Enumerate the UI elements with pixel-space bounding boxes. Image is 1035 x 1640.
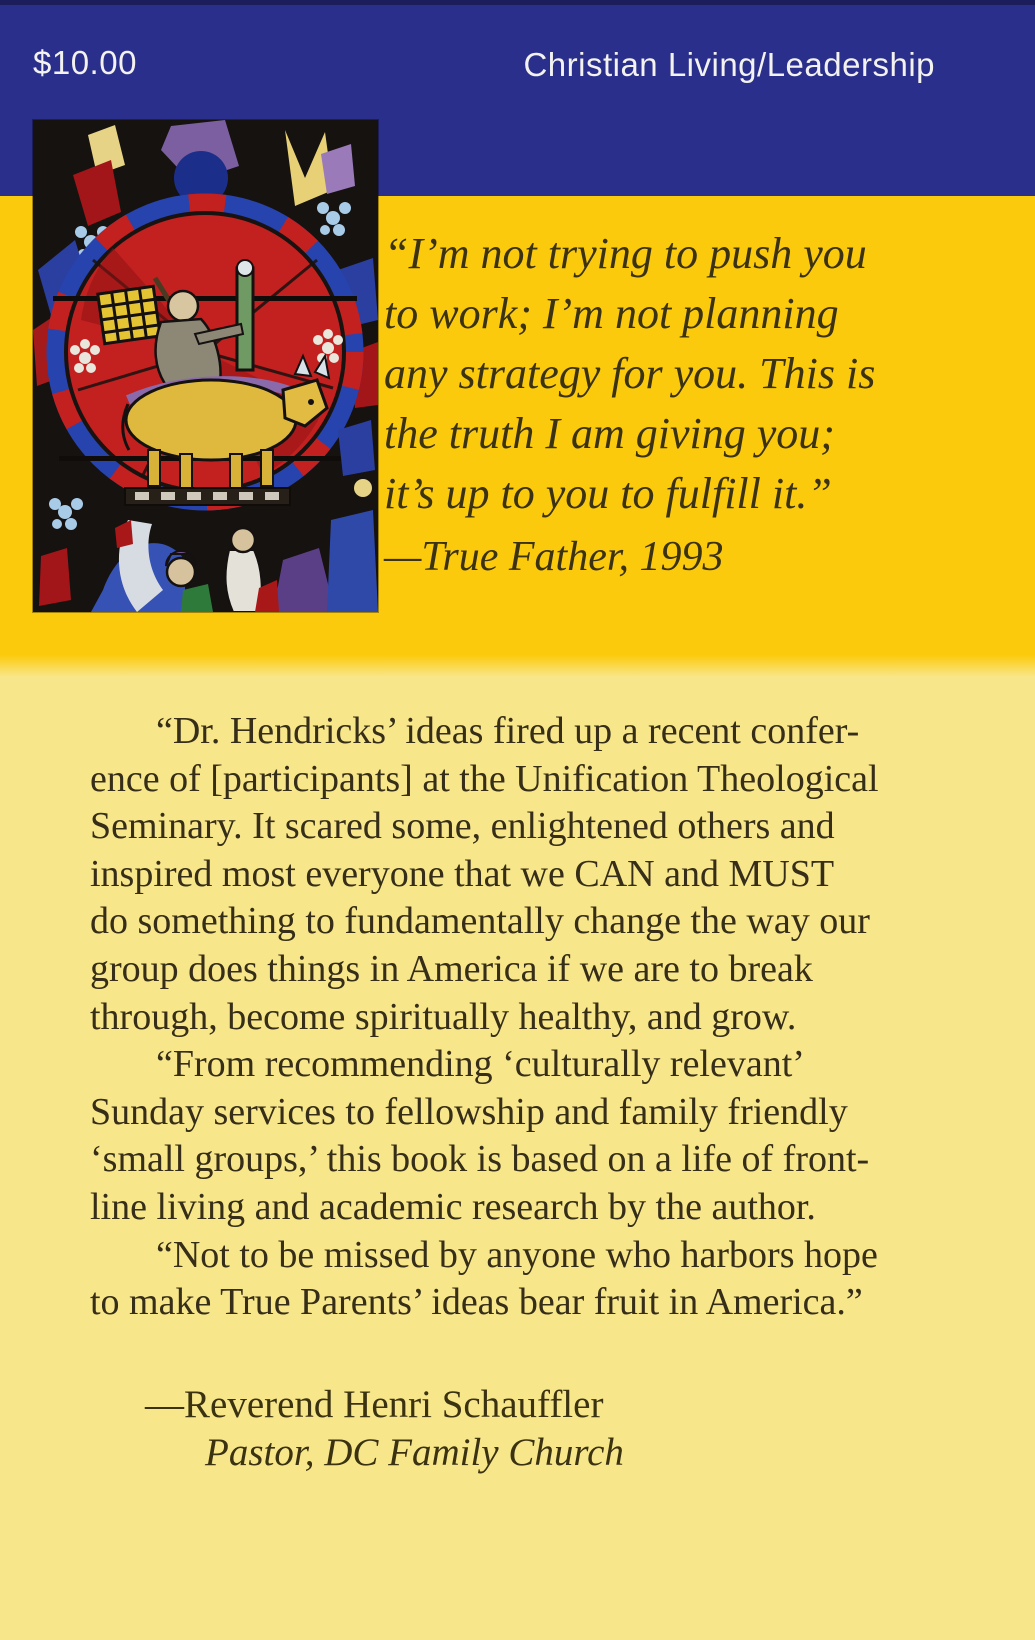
quote-line: it’s up to you to fulfill it.” bbox=[384, 469, 832, 518]
quote-line: “I’m not trying to push you bbox=[384, 229, 867, 278]
category-label: Christian Living/Leadership bbox=[523, 46, 935, 83]
blurb-line: “From recommending ‘culturally relevant’ bbox=[156, 1043, 805, 1086]
signature-name: —Reverend Henri Schauffler bbox=[145, 1383, 604, 1426]
blurb-line: Sunday services to fellowship and family friendly bbox=[90, 1090, 848, 1133]
checkered-basket bbox=[98, 286, 160, 343]
blurb-line: ‘small groups,’ this book is based on a life of front- bbox=[90, 1138, 870, 1181]
blurb-line: “Not to be missed by anyone who harbors hope bbox=[156, 1233, 878, 1276]
cover-quote bbox=[384, 224, 1024, 587]
band-transition bbox=[0, 655, 1035, 677]
blurb-line: Seminary. It scared some, enlightened others and bbox=[90, 805, 835, 848]
blurb-line: ence of [participants] at the Unification Theological bbox=[90, 757, 879, 800]
blurb-line: inspired most everyone that we CAN and MUST bbox=[90, 852, 835, 895]
header-row bbox=[0, 0, 1035, 90]
signature-title: Pastor, DC Family Church bbox=[205, 1431, 624, 1474]
blurb-line: to make True Parents’ ideas bear fruit in America.” bbox=[90, 1281, 863, 1324]
testimonial-signature bbox=[145, 1381, 624, 1477]
testimonial-text bbox=[90, 708, 970, 1327]
stained-glass-window bbox=[33, 120, 378, 612]
blurb-line: do something to fundamentally change the way our bbox=[90, 900, 870, 943]
blurb-line: line living and academic research by the author. bbox=[90, 1185, 816, 1228]
quote-line: to work; I’m not planning bbox=[384, 289, 839, 338]
price-label: $10.00 bbox=[33, 44, 137, 81]
quote-line: the truth I am giving you; bbox=[384, 409, 835, 458]
quote-attribution: —True Father, 1993 bbox=[384, 534, 724, 580]
blurb-line: group does things in America if we are to break bbox=[90, 947, 813, 990]
stained-glass-illustration bbox=[33, 120, 378, 612]
blurb-line: “Dr. Hendricks’ ideas fired up a recent confer- bbox=[156, 710, 860, 752]
blurb-line: through, become spiritually healthy, and grow. bbox=[90, 995, 797, 1038]
quote-line: any strategy for you. This is bbox=[384, 349, 876, 398]
